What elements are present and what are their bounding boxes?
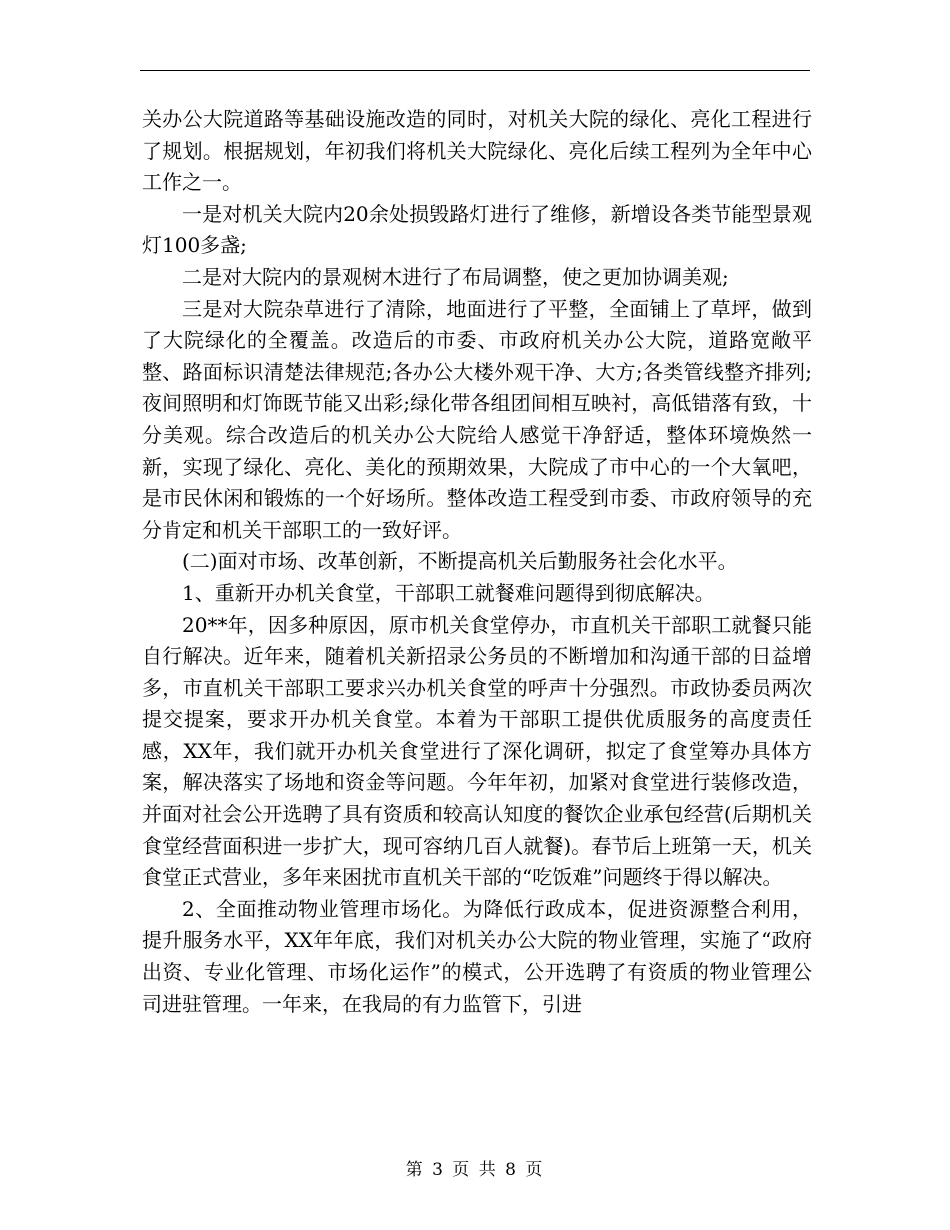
page-footer: 第 3 页 共 8 页 [405,1160,545,1180]
paragraph-canteen: 20**年，因多种原因，原市机关食堂停办，市直机关干部职工就餐只能自行解决。近年来，随着机关新招录公务员的不断增加和沟通干部的日益增多，市直机关干部职工要求兴办机关食堂的呼声十分强烈。市政协委员两次提交提案，要求开办机关食堂。本着为干部职工提供优质服务的高度责任感，XX年，我们就开办机关食堂进行了深化调研，拟定了食堂筹办具体方案，解决落实了场地和资金等问题。今年年初，加紧对食堂进行装修改造，并面对社会公开选聘了具有资质和较高认知度的餐饮企业承包经营(后期机关食堂经营面积进一步扩大，现可容纳几百人就餐)。春节后上班第一天，机关食堂正式营业，多年来困扰市直机关干部的“吃饭难”问题终于得以解决。 [142,612,812,890]
header-rule [140,70,810,71]
document-body [142,104,812,1020]
paragraph-item-three: 三是对大院杂草进行了清除，地面进行了平整，全面铺上了草坪，做到了大院绿化的全覆盖。改造后的市委、市政府机关办公大院，道路宽敞平整、路面标识清楚法律规范;各办公大楼外观干净、大方;各类管线整齐排列;夜间照明和灯饰既节能又出彩;绿化带各组团间相互映衬，高低错落有致，十分美观。综合改造后的机关办公大院给人感觉干净舒适，整体环境焕然一新，实现了绿化、亮化、美化的预期效果，大院成了市中心的一个大氧吧，是市民休闲和锻炼的一个好场所。整体改造工程受到市委、市政府领导的充分肯定和机关干部职工的一致好评。 [142,296,812,542]
subsection-heading-1: 1、重新开办机关食堂，干部职工就餐难问题得到彻底解决。 [182,580,715,605]
paragraph-item-two: 二是对大院内的景观树木进行了布局调整，使之更加协调美观; [182,264,729,289]
section-heading: (二)面对市场、改革创新，不断提高机关后勤服务社会化水平。 [182,549,738,574]
paragraph-continuation: 关办公大院道路等基础设施改造的同时，对机关大院的绿化、亮化工程进行了规划。根据规划，年初我们将机关大院绿化、亮化后续工程列为全年中心工作之一。 [142,107,812,195]
paragraph-property-management: 2、全面推动物业管理市场化。为降低行政成本，促进资源整合利用，提升服务水平，XX年年底，我们对机关办公大院的物业管理，实施了“政府出资、专业化管理、市场化运作”的模式，公开选聘了有资质的物业管理公司进驻管理。一年来，在我局的有力监管下，引进 [142,896,812,1016]
paragraph-item-one: 一是对机关大院内20余处损毁路灯进行了维修，新增设各类节能型景观灯100多盏; [142,201,812,258]
